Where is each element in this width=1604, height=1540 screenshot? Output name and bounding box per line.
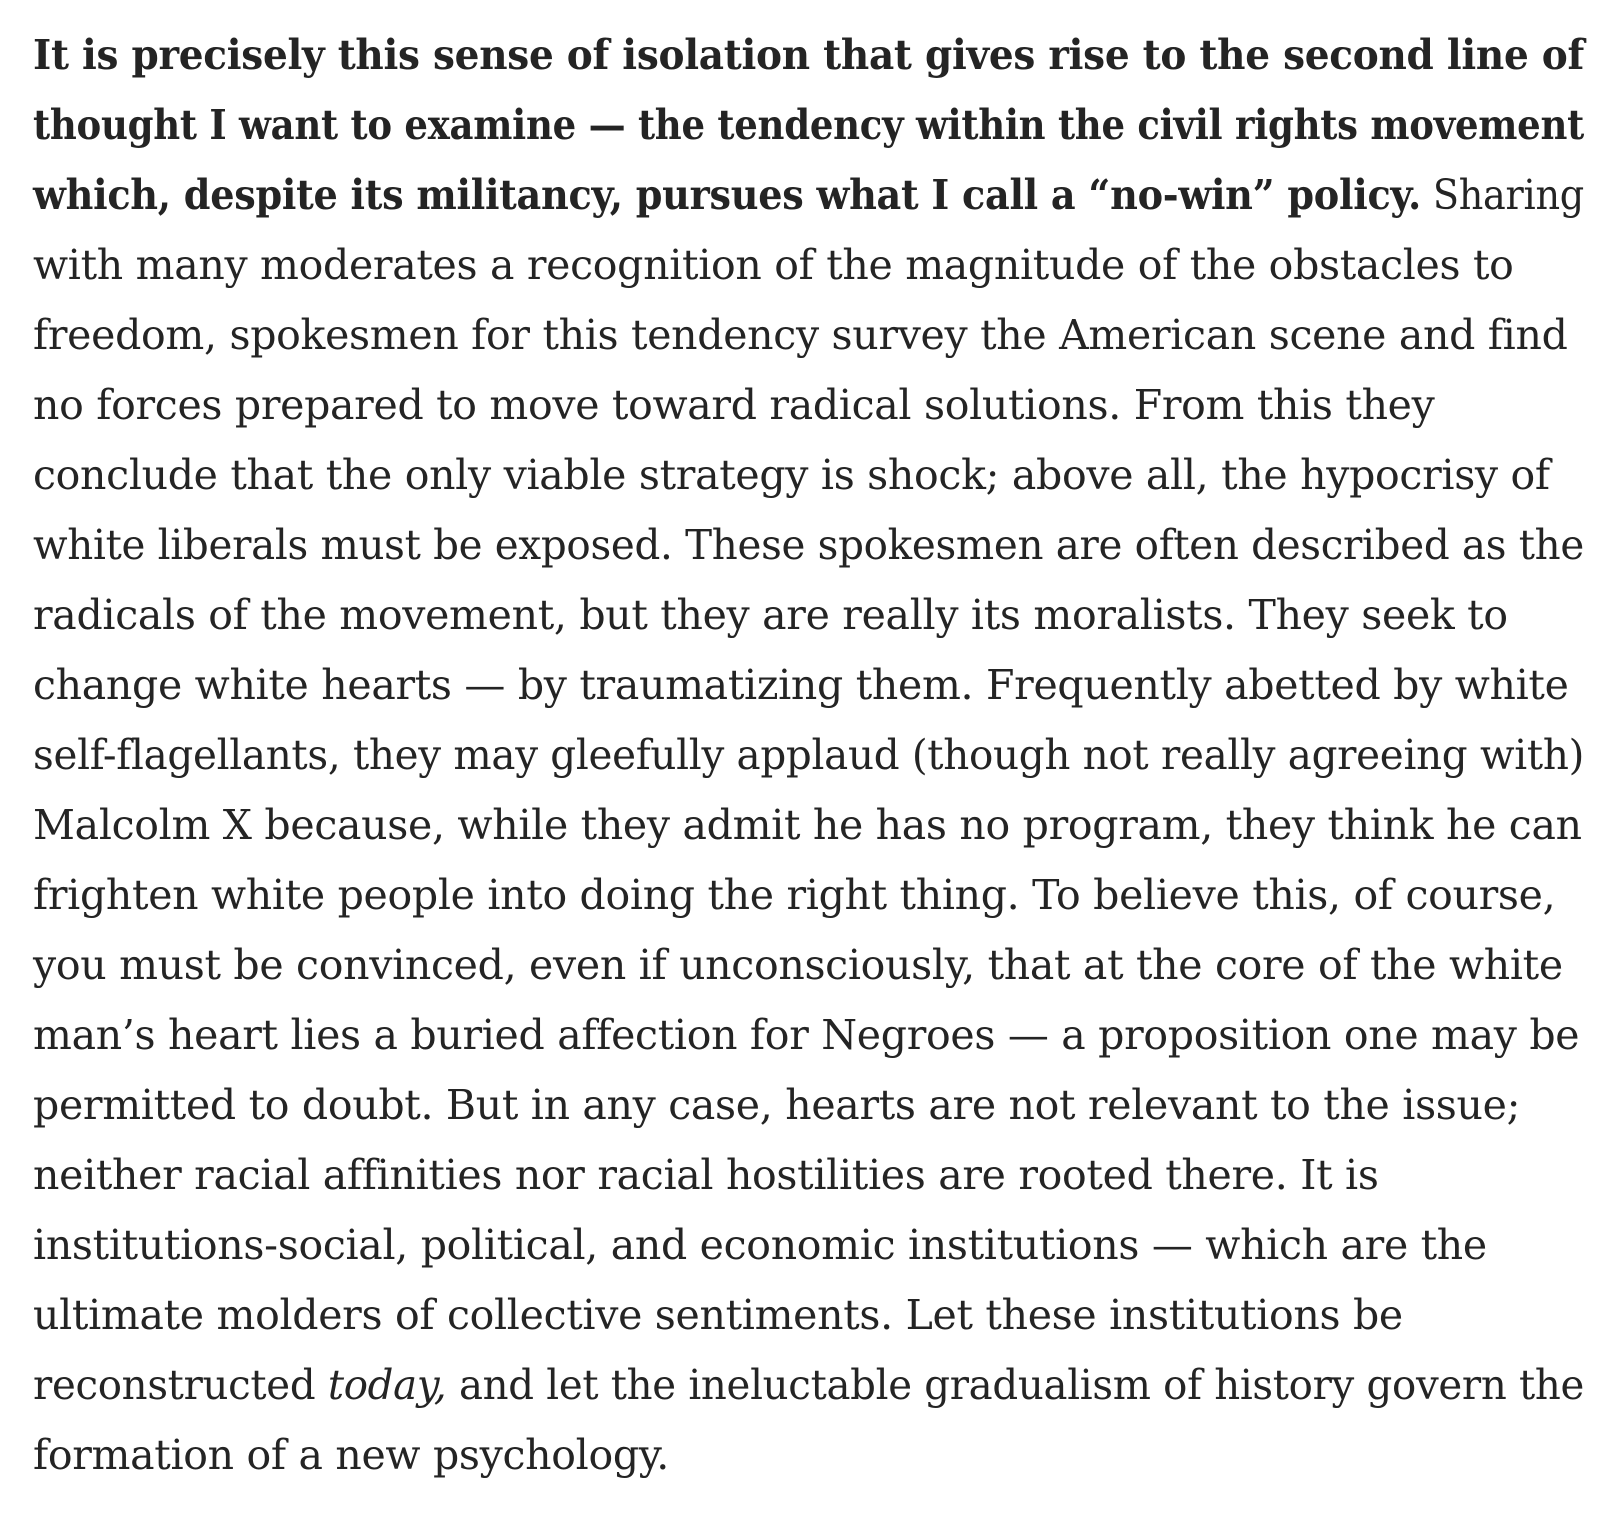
bold-text: which, despite its militancy, pursues what I call a “no-win” policy. xyxy=(33,171,1421,219)
line-6 xyxy=(33,370,1573,440)
line-18 xyxy=(33,1210,1573,1280)
bold-text: thought I want to examine — the tendency within the civil rights movement xyxy=(33,101,1584,149)
body-text: Malcolm X because, while they admit he has no program, they think he can xyxy=(33,801,1582,849)
line-2 xyxy=(33,90,1584,160)
paragraph xyxy=(33,20,1585,1490)
line-17 xyxy=(33,1140,1573,1210)
line-14 xyxy=(33,930,1573,1000)
body-text: no forces prepared to move toward radical solutions. From this they xyxy=(33,381,1435,429)
line-21 xyxy=(33,1420,1573,1490)
italic-text: today, xyxy=(327,1361,447,1409)
line-13 xyxy=(33,860,1573,930)
line-4 xyxy=(33,230,1573,300)
line-20 xyxy=(33,1350,1585,1420)
body-text: permitted to doubt. But in any case, hearts are not relevant to the issue; xyxy=(33,1081,1521,1129)
line-16 xyxy=(33,1070,1573,1140)
line-12 xyxy=(33,790,1582,860)
line-11 xyxy=(33,720,1585,790)
body-text: you must be convinced, even if unconsciously, that at the core of the white xyxy=(33,941,1563,989)
line-3 xyxy=(33,160,1584,230)
body-text: change white hearts — by traumatizing them. Frequently abetted by white xyxy=(33,661,1569,709)
body-text: radicals of the movement, but they are really its moralists. They seek to xyxy=(33,591,1508,639)
body-text: white liberals must be exposed. These spokesmen are often described as the xyxy=(33,521,1584,569)
line-10 xyxy=(33,650,1573,720)
line-9 xyxy=(33,580,1573,650)
line-19 xyxy=(33,1280,1573,1350)
body-text: institutions-social, political, and economic institutions — which are the xyxy=(33,1221,1487,1269)
body-text: and let the ineluctable gradualism of history govern the xyxy=(446,1361,1585,1409)
body-text: reconstructed xyxy=(33,1361,328,1409)
line-7 xyxy=(33,440,1573,510)
body-text: formation of a new psychology. xyxy=(33,1431,669,1479)
article-body xyxy=(33,20,1585,1490)
body-text: man’s heart lies a buried affection for Negroes — a proposition one may be xyxy=(33,1011,1580,1059)
body-text: conclude that the only viable strategy is shock; above all, the hypocrisy of xyxy=(33,451,1550,499)
line-15 xyxy=(33,1000,1580,1070)
body-text: with many moderates a recognition of the magnitude of the obstacles to xyxy=(33,241,1514,289)
body-text: neither racial affinities nor racial hostilities are rooted there. It is xyxy=(33,1151,1379,1199)
line-1 xyxy=(33,20,1585,90)
body-text: frighten white people into doing the right thing. To believe this, of course, xyxy=(33,871,1556,919)
body-text: freedom, spokesmen for this tendency survey the American scene and find xyxy=(33,311,1568,359)
line-5 xyxy=(33,300,1573,370)
body-text: Sharing xyxy=(1420,171,1584,219)
body-text: self-flagellants, they may gleefully applaud (though not really agreeing with) xyxy=(33,731,1585,779)
line-8 xyxy=(33,510,1584,580)
bold-text: It is precisely this sense of isolation that gives rise to the second line of xyxy=(33,31,1585,79)
body-text: ultimate molders of collective sentiments. Let these institutions be xyxy=(33,1291,1403,1339)
